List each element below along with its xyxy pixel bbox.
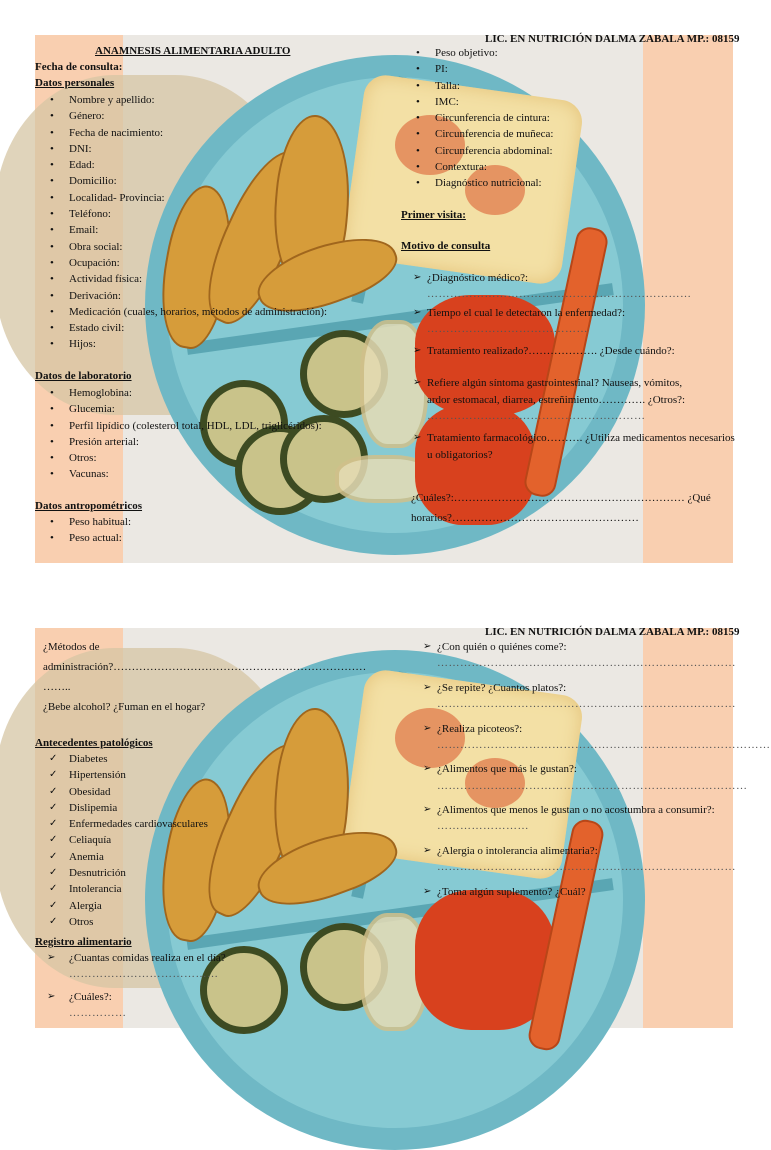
personal-data-item: • Email: [35, 222, 327, 238]
anthro-data-item: • Peso habitual: [35, 514, 131, 530]
pathology-item: ✓ Otros [35, 914, 208, 930]
habit-question: ➢ ¿Toma algún suplemento? ¿Cuál? [411, 884, 771, 900]
question-meals-dots: ………………………………… [69, 968, 219, 981]
habit-question-dots: …………………… [437, 820, 529, 833]
habit-question: ➢ ¿Realiza picoteos?: [411, 721, 771, 737]
eating-habits-questions [411, 639, 771, 900]
reason-title: Motivo de consulta [401, 240, 491, 252]
lab-data-list [35, 385, 322, 483]
personal-data-list [35, 92, 327, 353]
anthro-right-item: • PI: [401, 61, 554, 77]
habit-question-dots: …………………………………………………………………… [437, 657, 736, 670]
nutritionist-header: LIC. EN NUTRICIÓN DALMA ZABALA MP.: 08159 [485, 626, 740, 638]
lab-data-item: • Glucemia: [35, 401, 322, 417]
personal-data-item: • Obra social: [35, 239, 327, 255]
habit-question-dots: ……………………………………………………………………… [437, 779, 748, 792]
question-diagnosis: ➢ ¿Diagnóstico médico?: [401, 270, 735, 286]
lab-data-item: • Otros: [35, 450, 322, 466]
personal-data-item: • Fecha de nacimiento: [35, 125, 327, 141]
personal-data-item: • Género: [35, 108, 327, 124]
question-diagnosis-dots: …………………………………………………………… [427, 288, 692, 301]
personal-data-item: • Teléfono: [35, 206, 327, 222]
question-schedule: horarios?…………………………………………… [411, 512, 639, 524]
anthro-data-title: Datos antropométricos [35, 500, 143, 512]
pathology-item: ✓ Diabetes [35, 751, 208, 767]
nutritionist-header: LIC. EN NUTRICIÓN DALMA ZABALA MP.: 08159 [485, 33, 740, 45]
anthro-right-item: • Circunferencia abdominal: [401, 143, 554, 159]
habit-question: ➢ ¿Alimentos que más le gustan?: [411, 761, 771, 777]
question-gi-symptoms-cont: ardor estomacal, diarrea, estreñimiento…………. ¿Otros?: [427, 393, 686, 406]
reason-questions [401, 270, 735, 463]
question-pharma-cont: u obligatorios? [427, 448, 493, 461]
food-record-title: Registro alimentario [35, 936, 132, 948]
food-record-questions [35, 950, 226, 1021]
anthro-right-item: • Talla: [401, 78, 554, 94]
lab-data-item: • Vacunas: [35, 466, 322, 482]
habit-question: ➢ ¿Con quién o quiénes come?: [411, 639, 771, 655]
anthro-right-item: • IMC: [401, 94, 554, 110]
form-title: ANAMNESIS ALIMENTARIA ADULTO [95, 45, 291, 57]
first-visit-label: Primer visita: [401, 209, 466, 221]
question-gi-dots: ………………………………………………… [427, 410, 646, 423]
personal-data-item: • Derivación: [35, 288, 327, 304]
personal-data-item: • Domicilio: [35, 173, 327, 189]
personal-data-item: • Edad: [35, 157, 327, 173]
question-meals-per-day: ➢ ¿Cuantas comidas realiza en el día? [35, 950, 226, 966]
alcohol-question: ¿Bebe alcohol? ¿Fuman en el hogar? [43, 701, 206, 713]
question-detection-time: ➢ Tiempo el cual le detectaron la enfermedad?: [401, 305, 735, 321]
question-which-meals-dots: …………… [69, 1006, 127, 1019]
consult-date-label: Fecha de consulta: [35, 61, 123, 73]
form-page-2 [35, 626, 771, 1028]
habit-question: ➢ ¿Alimentos que menos le gustan o no acostumbra a consumir?: [411, 802, 771, 818]
anthro-right-item: • Diagnóstico nutricional: [401, 175, 554, 191]
pathology-item: ✓ Enfermedades cardiovasculares [35, 816, 208, 832]
question-which: ¿Cuáles?:……………………………………………………… ¿Qué [411, 492, 711, 504]
pathology-item: ✓ Anemia [35, 849, 208, 865]
anthro-right-list [401, 45, 554, 192]
pathology-list [35, 751, 208, 930]
lab-data-item: • Presión arterial: [35, 434, 322, 450]
question-gi-symptoms: ➢ Refiere algún síntoma gastrointestinal? Nauseas, vómitos, [401, 375, 735, 391]
personal-data-item: • Actividad física: [35, 271, 327, 287]
pathology-item: ✓ Hipertensión [35, 767, 208, 783]
methods-label: ¿Métodos de [43, 641, 100, 653]
personal-data-item: • Hijos: [35, 336, 327, 352]
methods-label-cont: administración?…………………………………………………………… [43, 661, 367, 673]
anthro-data-list [35, 514, 131, 547]
anthro-right-item: • Contextura: [401, 159, 554, 175]
habit-question-dots: …………………………………………………………………………… [437, 738, 771, 751]
personal-data-item: • DNI: [35, 141, 327, 157]
methods-dots: …….. [43, 681, 71, 693]
personal-data-item: • Ocupación: [35, 255, 327, 271]
habit-question: ➢ ¿Se repite? ¿Cuantos platos?: [411, 680, 771, 696]
question-detection-dots: …………………………………… [427, 322, 588, 335]
anthro-right-item: • Circunferencia de muñeca: [401, 126, 554, 142]
anthro-right-item: • Peso objetivo: [401, 45, 554, 61]
habit-question-dots: …………………………………………………………………… [437, 698, 736, 711]
pathology-item: ✓ Celiaquía [35, 832, 208, 848]
habit-question: ➢ ¿Alergia o intolerancia alimentaria?: [411, 843, 771, 859]
pathology-item: ✓ Obesidad [35, 784, 208, 800]
pathology-item: ✓ Dislipemia [35, 800, 208, 816]
anthro-right-item: • Circunferencia de cintura: [401, 110, 554, 126]
pathology-title: Antecedentes patológicos [35, 737, 153, 749]
personal-data-item: • Nombre y apellido: [35, 92, 327, 108]
pathology-item: ✓ Intolerancia [35, 881, 208, 897]
question-treatment: ➢ Tratamiento realizado?………………. ¿Desde cuándo?: [401, 343, 735, 359]
personal-data-item: • Estado civil: [35, 320, 327, 336]
personal-data-item: • Localidad- Provincia: [35, 190, 327, 206]
personal-data-item: • Medicación (cuales, horarios, métodos de administración): [35, 304, 327, 320]
question-pharma: ➢ Tratamiento farmacológico………. ¿Utiliza medicamentos necesarios [401, 430, 735, 446]
habit-question-dots: …………………………………………………………………… [437, 861, 736, 874]
question-which-meals: ➢ ¿Cuáles?: [35, 989, 226, 1005]
form-page-1 [35, 33, 740, 563]
lab-data-item: • Hemoglobina: [35, 385, 322, 401]
pathology-item: ✓ Desnutrición [35, 865, 208, 881]
lab-data-item: • Perfil lipídico (colesterol total, HDL, LDL, triglicéridos): [35, 418, 322, 434]
anthro-data-item: • Peso actual: [35, 530, 131, 546]
personal-data-title: Datos personales [35, 77, 115, 89]
lab-data-title: Datos de laboratorio [35, 370, 132, 382]
pathology-item: ✓ Alergia [35, 898, 208, 914]
